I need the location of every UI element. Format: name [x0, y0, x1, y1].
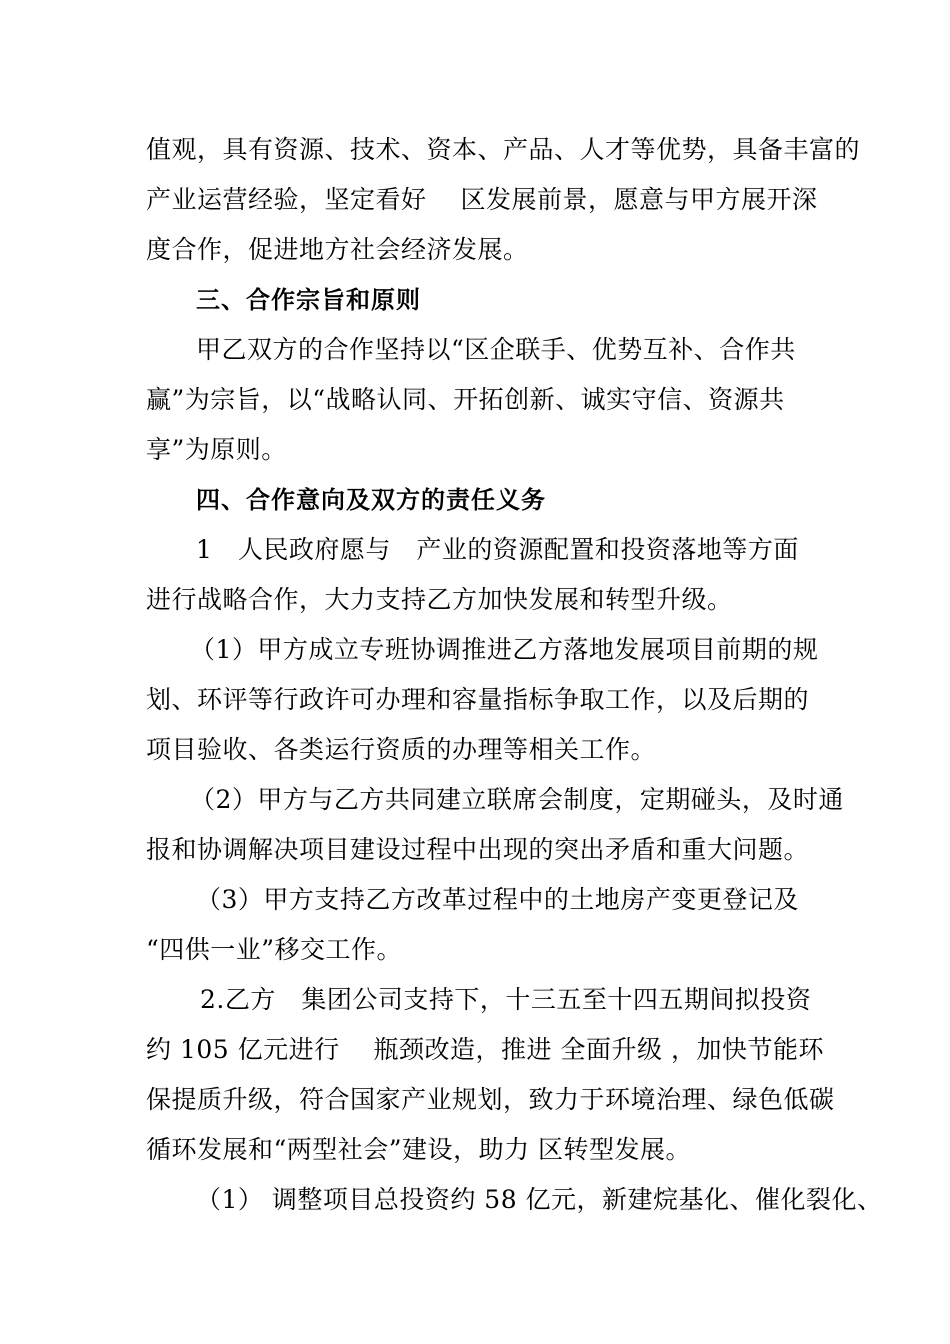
paragraph-line-16: （3）甲方支持乙方改革过程中的土地房产变更登记及: [196, 885, 799, 914]
paragraph-line-15: 报和协调解决项目建设过程中出现的突出矛盾和重大问题。: [146, 835, 810, 864]
paragraph-line-3: 度合作，促进地方社会经济发展。: [146, 235, 529, 264]
paragraph-line-1: 值观，具有资源、技术、资本、产品、人才等优势，具备丰富的: [146, 135, 861, 164]
section-heading-3: 三、合作宗旨和原则: [196, 286, 421, 314]
paragraph-line-20: 保提质升级，符合国家产业规划，致力于环境治理、绿色低碳: [146, 1085, 835, 1114]
paragraph-line-2: 产业运营经验，坚定看好 区发展前景，愿意与甲方展开深: [146, 185, 818, 214]
paragraph-line-10: 进行战略合作，大力支持乙方加快发展和转型升级。: [146, 585, 733, 614]
paragraph-line-19: 约 105 亿元进行 瓶颈改造，推进 全面升级 ，加快节能环: [146, 1035, 824, 1064]
paragraph-line-21: 循环发展和“两型社会”建设，助力 区转型发展。: [146, 1135, 692, 1164]
paragraph-line-12: 划、环评等行政许可办理和容量指标争取工作，以及后期的: [146, 685, 810, 714]
paragraph-line-9: 1 人民政府愿与 产业的资源配置和投资落地等方面: [196, 535, 799, 564]
paragraph-line-13: 项目验收、各类运行资质的办理等相关工作。: [146, 735, 657, 764]
paragraph-line-18: 2.乙方 集团公司支持下，十三五至十四五期间拟投资: [200, 985, 812, 1014]
paragraph-line-22: （1） 调整项目总投资约 58 亿元，新建烷基化、催化裂化、: [196, 1185, 883, 1214]
paragraph-line-5: 甲乙双方的合作坚持以“区企联手、优势互补、合作共: [196, 335, 796, 364]
paragraph-line-7: 享”为原则。: [146, 435, 287, 464]
paragraph-line-17: “四供一业”移交工作。: [146, 935, 403, 964]
paragraph-line-14: （2）甲方与乙方共同建立联席会制度，定期碰头，及时通: [190, 785, 844, 814]
paragraph-line-6: 赢”为宗旨，以“战略认同、开拓创新、诚实守信、资源共: [146, 385, 785, 414]
paragraph-line-11: （1）甲方成立专班协调推进乙方落地发展项目前期的规: [190, 635, 819, 664]
section-heading-4: 四、合作意向及双方的责任义务: [196, 486, 546, 514]
